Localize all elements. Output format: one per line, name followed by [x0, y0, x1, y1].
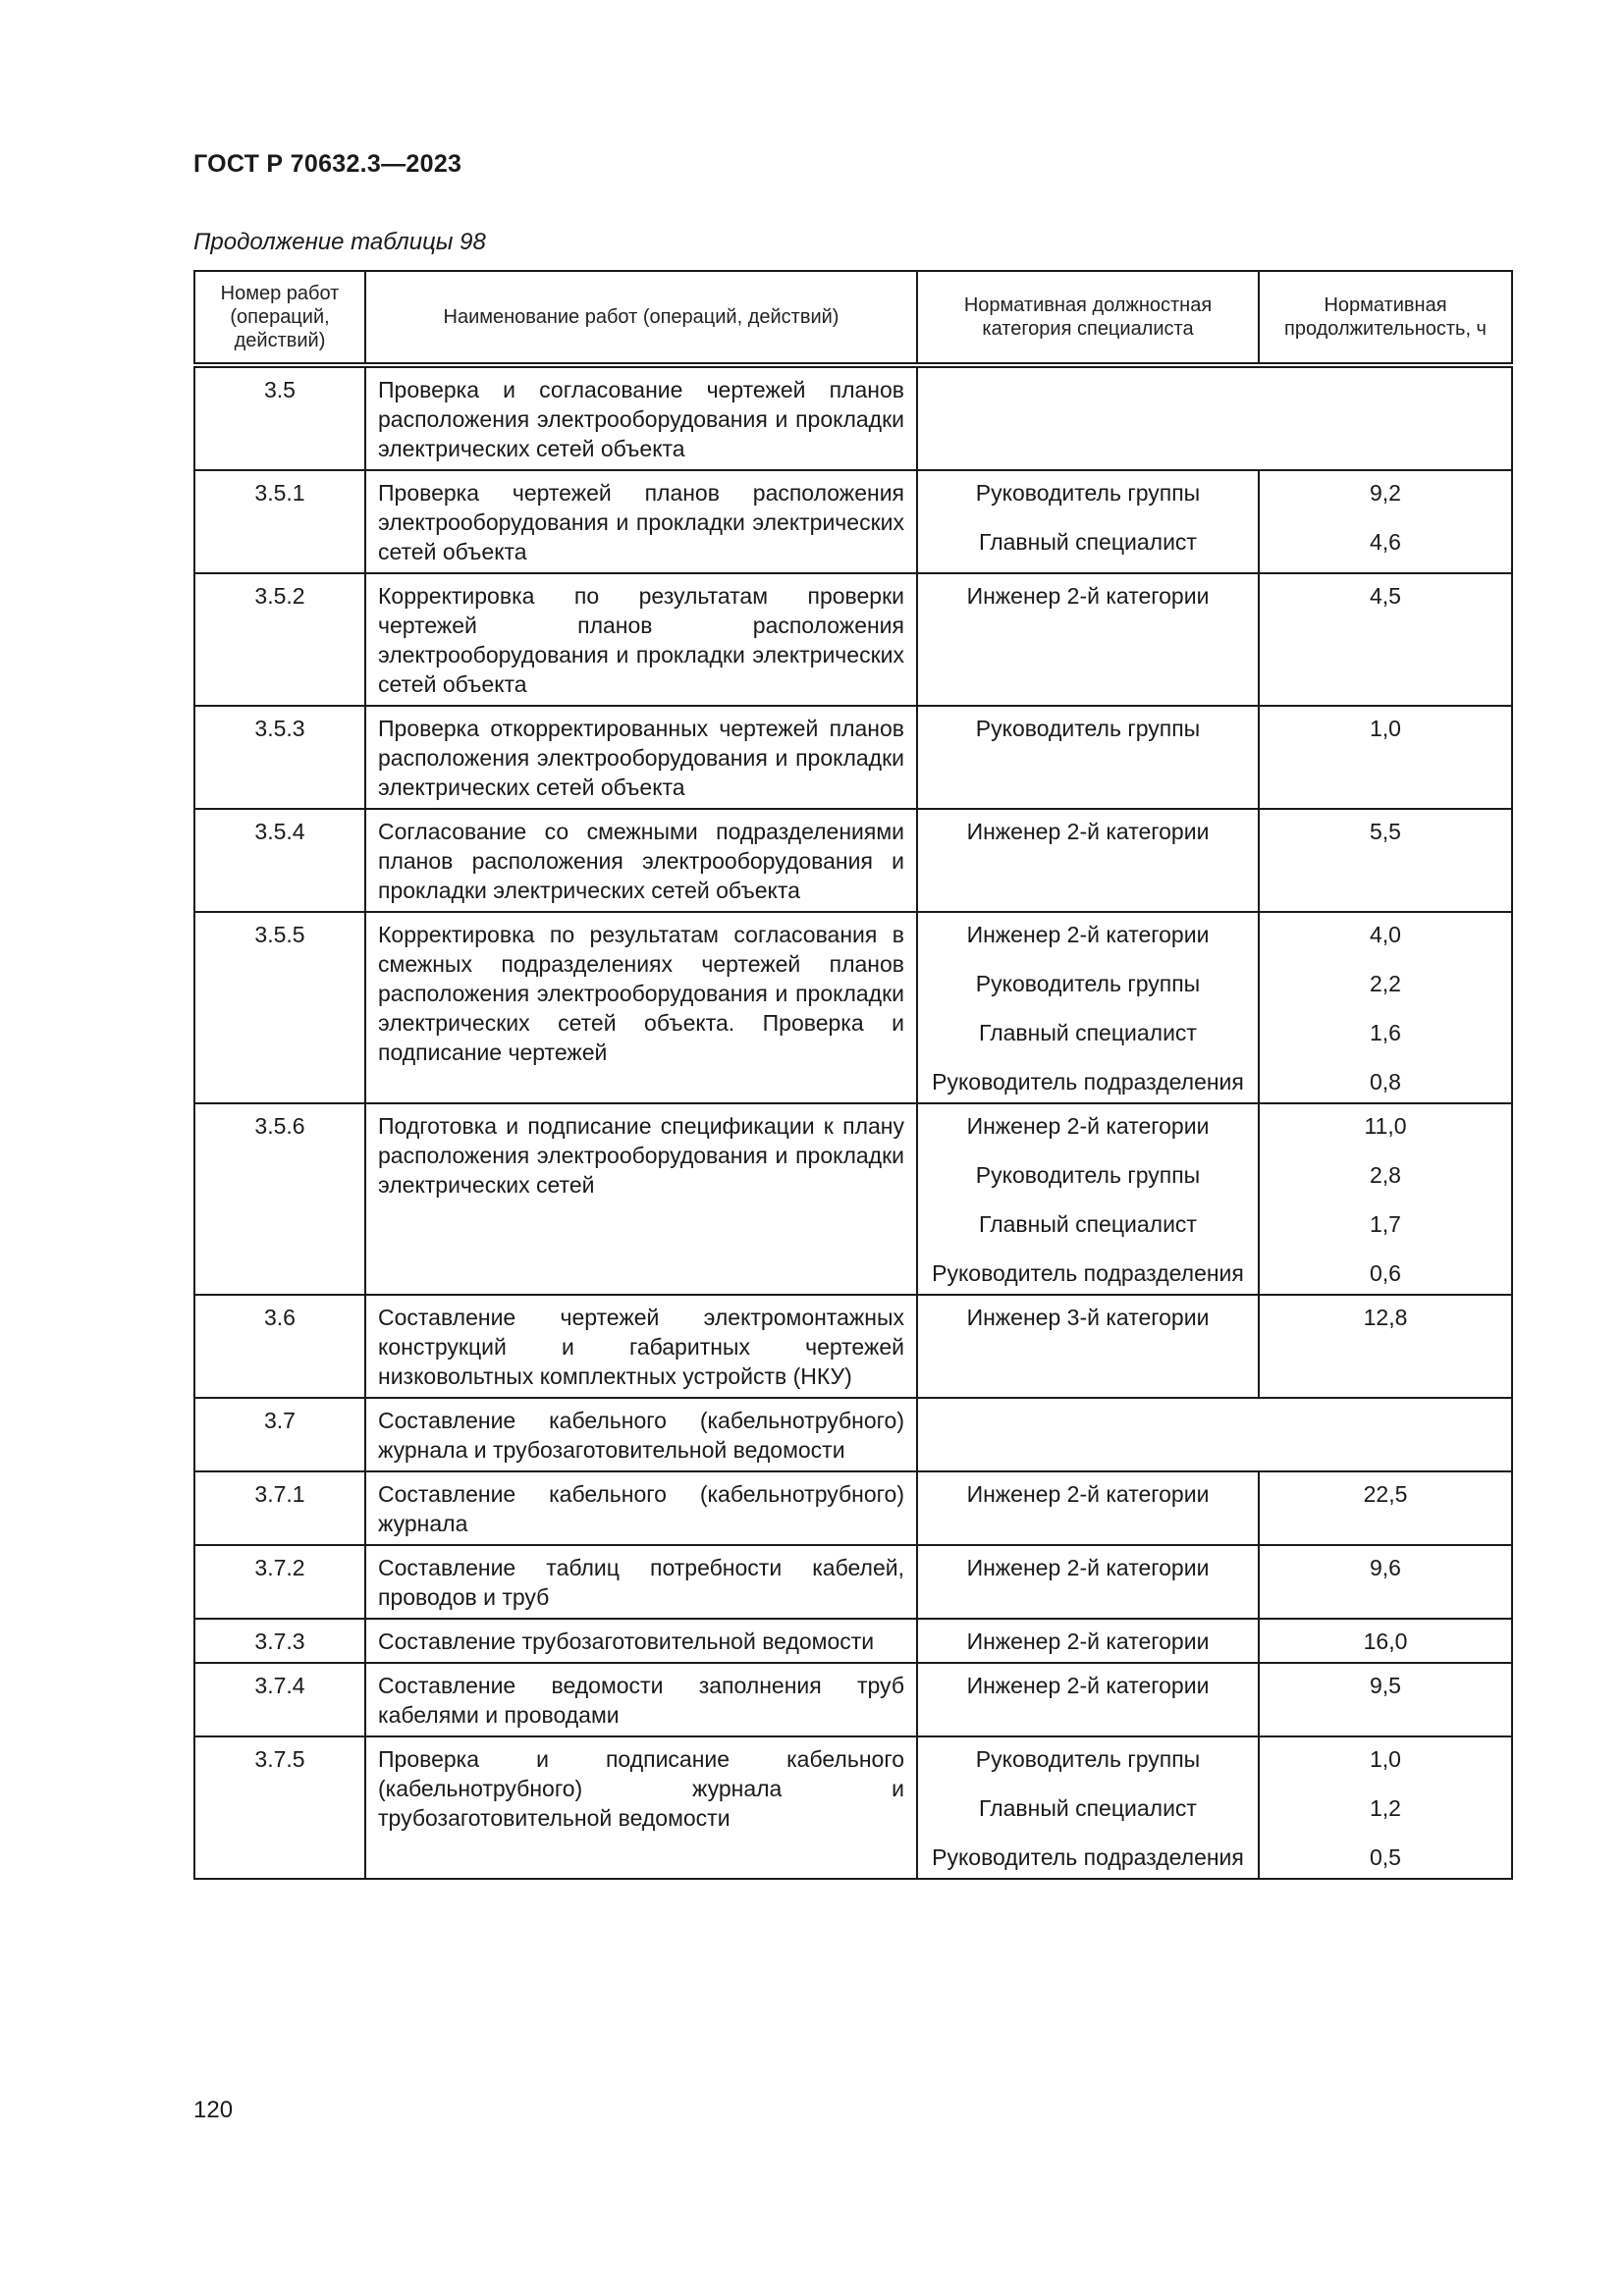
norms-table: [193, 270, 1513, 1880]
work-name: Проверка и согласование чертежей планов расположения электрооборудования и прокладки электрических сетей объекта: [365, 365, 917, 470]
work-number: 3.5.6: [194, 1103, 365, 1295]
specialist-category-cell: [917, 1471, 1259, 1545]
specialist-category-cell: [917, 1295, 1259, 1398]
table-caption: Продолжение таблицы 98: [193, 229, 486, 255]
work-number: 3.5.3: [194, 706, 365, 809]
duration-cell: [1259, 470, 1512, 573]
specialist-category-cell: [917, 1663, 1259, 1736]
duration-cell: [1259, 1619, 1512, 1663]
duration-cell: [1259, 573, 1512, 706]
work-number: 3.7.3: [194, 1619, 365, 1663]
work-number: 3.7.5: [194, 1736, 365, 1879]
duration-cell: [1259, 809, 1512, 912]
work-name: Корректировка по результатам согласования в смежных подразделениях чертежей планов расположения электрооборудования и прокладки электрических сетей объекта. Проверка и подписание чертежей: [365, 912, 917, 1103]
work-name: Составление кабельного (кабельнотрубного) журнала и трубозаготовительной ведомости: [365, 1398, 917, 1471]
work-number: 3.7.4: [194, 1663, 365, 1736]
specialist-category: Инженер 2-й категории: [966, 1629, 1210, 1654]
table-row: [194, 1398, 1512, 1471]
duration-hours: 1,7: [1370, 1211, 1401, 1237]
work-name: Составление таблиц потребности кабелей, проводов и труб: [365, 1545, 917, 1619]
work-name: Составление ведомости заполнения труб кабелями и проводами: [365, 1663, 917, 1736]
column-header-name: Наименование работ (операций, действий): [365, 271, 917, 365]
duration-cell: [1259, 1545, 1512, 1619]
specialist-category-cell: [917, 470, 1259, 573]
specialist-category: Руководитель группы: [975, 971, 1201, 996]
duration-hours: 0,6: [1370, 1260, 1401, 1286]
duration-hours: 0,8: [1370, 1069, 1401, 1095]
specialist-category: Инженер 2-й категории: [966, 1113, 1210, 1139]
specialist-category-cell: [917, 1736, 1259, 1879]
table-row: [194, 912, 1512, 1103]
document-code: ГОСТ Р 70632.3—2023: [193, 150, 462, 178]
specialist-category-cell: [917, 365, 1512, 470]
specialist-category: Инженер 2-й категории: [966, 819, 1210, 844]
duration-cell: [1259, 1471, 1512, 1545]
specialist-category: Инженер 2-й категории: [966, 922, 1210, 947]
specialist-category-cell: [917, 1619, 1259, 1663]
specialist-category: Руководитель группы: [975, 480, 1201, 506]
duration-hours: 4,5: [1370, 583, 1401, 609]
duration-hours: 9,2: [1370, 480, 1401, 506]
work-name: Корректировка по результатам проверки чертежей планов расположения электрооборудования и прокладки электрических сетей объекта: [365, 573, 917, 706]
duration-hours: 22,5: [1363, 1481, 1408, 1507]
duration-cell: [1259, 1736, 1512, 1879]
work-number: 3.5.2: [194, 573, 365, 706]
table-row: [194, 1103, 1512, 1295]
specialist-category: Инженер 3-й категории: [966, 1305, 1210, 1330]
table-body: [194, 365, 1512, 1879]
page-number: 120: [193, 2097, 234, 2123]
duration-cell: [1259, 1295, 1512, 1398]
specialist-category: Руководитель подразделения: [932, 1260, 1244, 1286]
work-name: Проверка и подписание кабельного (кабельнотрубного) журнала и трубозаготовительной ведомости: [365, 1736, 917, 1879]
work-name: Составление кабельного (кабельнотрубного) журнала: [365, 1471, 917, 1545]
work-number: 3.5.4: [194, 809, 365, 912]
specialist-category: Инженер 2-й категории: [966, 583, 1210, 609]
table-row: [194, 365, 1512, 470]
duration-hours: 4,0: [1370, 922, 1401, 947]
duration-cell: [1259, 1663, 1512, 1736]
work-name: Подготовка и подписание спецификации к плану расположения электрооборудования и прокладки электрических сетей: [365, 1103, 917, 1295]
specialist-category: Инженер 2-й категории: [966, 1673, 1210, 1698]
column-header-number: Номер работ (операций, действий): [194, 271, 365, 365]
duration-hours: 2,8: [1370, 1162, 1401, 1188]
work-name: Согласование со смежными подразделениями планов расположения электрооборудования и прокладки электрических сетей объекта: [365, 809, 917, 912]
specialist-category: Главный специалист: [979, 529, 1197, 555]
duration-hours: 16,0: [1363, 1629, 1408, 1654]
duration-hours: 1,6: [1370, 1020, 1401, 1045]
work-number: 3.6: [194, 1295, 365, 1398]
specialist-category: Главный специалист: [979, 1020, 1197, 1045]
duration-hours: 1,2: [1370, 1795, 1401, 1821]
duration-cell: [1259, 1103, 1512, 1295]
specialist-category: Главный специалист: [979, 1211, 1197, 1237]
table-row: [194, 470, 1512, 573]
table-row: [194, 1471, 1512, 1545]
specialist-category: Руководитель подразделения: [932, 1844, 1244, 1870]
specialist-category: Инженер 2-й категории: [966, 1555, 1210, 1580]
table-header-row: [194, 271, 1512, 365]
table-row: [194, 1295, 1512, 1398]
specialist-category: Руководитель группы: [975, 716, 1201, 741]
specialist-category-cell: [917, 573, 1259, 706]
duration-hours: 2,2: [1370, 971, 1401, 996]
specialist-category-cell: [917, 1398, 1512, 1471]
table-row: [194, 1663, 1512, 1736]
duration-hours: 9,5: [1370, 1673, 1401, 1698]
duration-cell: [1259, 912, 1512, 1103]
table-row: [194, 809, 1512, 912]
specialist-category: Руководитель подразделения: [932, 1069, 1244, 1095]
column-header-duration: Нормативная продолжительность, ч: [1259, 271, 1512, 365]
table-row: [194, 1736, 1512, 1879]
duration-hours: 12,8: [1363, 1305, 1408, 1330]
duration-hours: 11,0: [1364, 1113, 1407, 1139]
work-name: Проверка чертежей планов расположения электрооборудования и прокладки электрических сетей объекта: [365, 470, 917, 573]
specialist-category-cell: [917, 706, 1259, 809]
work-number: 3.5.1: [194, 470, 365, 573]
work-name: Проверка откорректированных чертежей планов расположения электрооборудования и прокладки электрических сетей объекта: [365, 706, 917, 809]
specialist-category: Руководитель группы: [975, 1746, 1201, 1772]
table-row: [194, 706, 1512, 809]
duration-hours: 9,6: [1370, 1555, 1401, 1580]
specialist-category-cell: [917, 809, 1259, 912]
duration-cell: [1259, 706, 1512, 809]
duration-hours: 4,6: [1370, 529, 1401, 555]
work-name: Составление чертежей электромонтажных конструкций и габаритных чертежей низковольтных комплектных устройств (НКУ): [365, 1295, 917, 1398]
duration-hours: 1,0: [1370, 1746, 1401, 1772]
specialist-category-cell: [917, 912, 1259, 1103]
table-row: [194, 1619, 1512, 1663]
table-row: [194, 573, 1512, 706]
duration-hours: 0,5: [1370, 1844, 1401, 1870]
work-name: Составление трубозаготовительной ведомости: [365, 1619, 917, 1663]
specialist-category-cell: [917, 1103, 1259, 1295]
work-number: 3.7.2: [194, 1545, 365, 1619]
work-number: 3.7.1: [194, 1471, 365, 1545]
work-number: 3.5: [194, 365, 365, 470]
specialist-category: Главный специалист: [979, 1795, 1197, 1821]
duration-hours: 1,0: [1370, 716, 1401, 741]
specialist-category: Инженер 2-й категории: [966, 1481, 1210, 1507]
specialist-category: Руководитель группы: [975, 1162, 1201, 1188]
duration-hours: 5,5: [1370, 819, 1401, 844]
work-number: 3.7: [194, 1398, 365, 1471]
table-row: [194, 1545, 1512, 1619]
column-header-category: Нормативная должностная категория специалиста: [917, 271, 1259, 365]
specialist-category-cell: [917, 1545, 1259, 1619]
work-number: 3.5.5: [194, 912, 365, 1103]
